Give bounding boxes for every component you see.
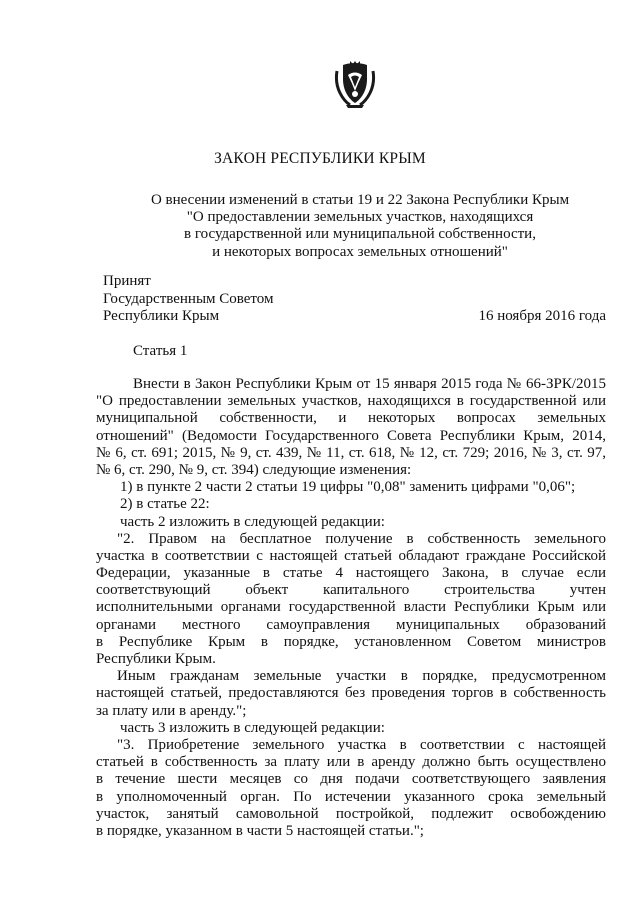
body-line: "3. Приобретение земельного участка в соответствии с настоящей bbox=[117, 736, 606, 753]
body-line: участка в соответствии с настоящей статьей обладают граждане Российской bbox=[96, 547, 606, 564]
crimea-coat-of-arms-emblem bbox=[334, 61, 376, 109]
body-line: исполнительными органами государственной власти Республики Крым или bbox=[96, 599, 606, 616]
body-line: в течение шести месяцев со дня подачи соответствующего заявления bbox=[96, 771, 606, 788]
body-line: "2. Правом на бесплатное получение в собственность земельного bbox=[117, 530, 606, 547]
body-line: часть 2 изложить в следующей редакции: bbox=[120, 513, 385, 530]
body-line: Иным гражданам земельные участки в порядке, предусмотренном bbox=[117, 668, 606, 685]
adoption-date: 16 ноября 2016 года bbox=[478, 308, 606, 324]
body-line: № 6, ст. 290, № 9, ст. 394) следующие изменения: bbox=[96, 461, 412, 478]
subtitle-line: "О предоставлении земельных участков, находящихся bbox=[186, 209, 534, 226]
body-line: Республики Крым. bbox=[96, 651, 216, 667]
adoption-line: Принят bbox=[103, 273, 151, 289]
body-line: органами местного самоуправления муниципальных образований bbox=[96, 616, 606, 633]
law-subtitle bbox=[100, 192, 620, 261]
body-line: № 6, ст. 691; 2015, № 9, ст. 439, № 11, ст. 618, № 12, ст. 729; 2016, № 3, ст. 97, bbox=[96, 444, 606, 461]
body-line: 1) в пункте 2 части 2 статьи 19 цифры "0,08" заменить цифрами "0,06"; bbox=[120, 479, 576, 496]
body-line: в Республике Крым в порядке, установленном Советом министров bbox=[96, 633, 606, 650]
body-line: статьей в собственность за плату или в аренду должно быть осуществлено bbox=[96, 754, 606, 771]
law-title: ЗАКОН РЕСПУБЛИКИ КРЫМ bbox=[214, 150, 426, 167]
article-body bbox=[96, 376, 606, 840]
body-line: отношений" (Ведомости Государственного Совета Республики Крым, 2014, bbox=[96, 427, 606, 444]
body-line: за плату или в аренду."; bbox=[96, 702, 247, 719]
subtitle-line: и некоторых вопросах земельных отношений" bbox=[212, 243, 508, 260]
adoption-line: Государственным Советом bbox=[103, 290, 274, 307]
body-line: "О предоставлении земельных участков, находящихся в государственной или bbox=[96, 393, 606, 410]
body-line: в уполномоченный орган. По истечении указанного срока земельный bbox=[96, 788, 606, 805]
body-line: часть 3 изложить в следующей редакции: bbox=[120, 719, 385, 736]
adoption-line: Республики Крым bbox=[103, 308, 220, 324]
article-heading: Статья 1 bbox=[133, 343, 188, 359]
body-line: настоящей статьей, предоставляются без проведения торгов в собственность bbox=[96, 685, 606, 702]
subtitle-line: в государственной или муниципальной собственности, bbox=[184, 226, 536, 243]
subtitle-line: О внесении изменений в статьи 19 и 22 Закона Республики Крым bbox=[150, 192, 570, 208]
body-line: муниципальной собственности, и некоторых вопросах земельных bbox=[96, 410, 606, 427]
body-line: 2) в статье 22: bbox=[120, 496, 210, 513]
adoption-block bbox=[103, 273, 274, 326]
body-line: Федерации, указанные в статье 4 настоящего Закона, в случае если bbox=[96, 565, 606, 582]
body-line: участок, занятый самовольной постройкой, подлежит освобождению bbox=[96, 805, 606, 822]
body-line: Внести в Закон Республики Крым от 15 января 2015 года № 66-ЗРК/2015 bbox=[133, 376, 606, 392]
body-line: в порядке, указанном в части 5 настоящей статьи."; bbox=[96, 822, 424, 839]
body-line: соответствующий объект капитального строительства учтен bbox=[96, 582, 606, 599]
